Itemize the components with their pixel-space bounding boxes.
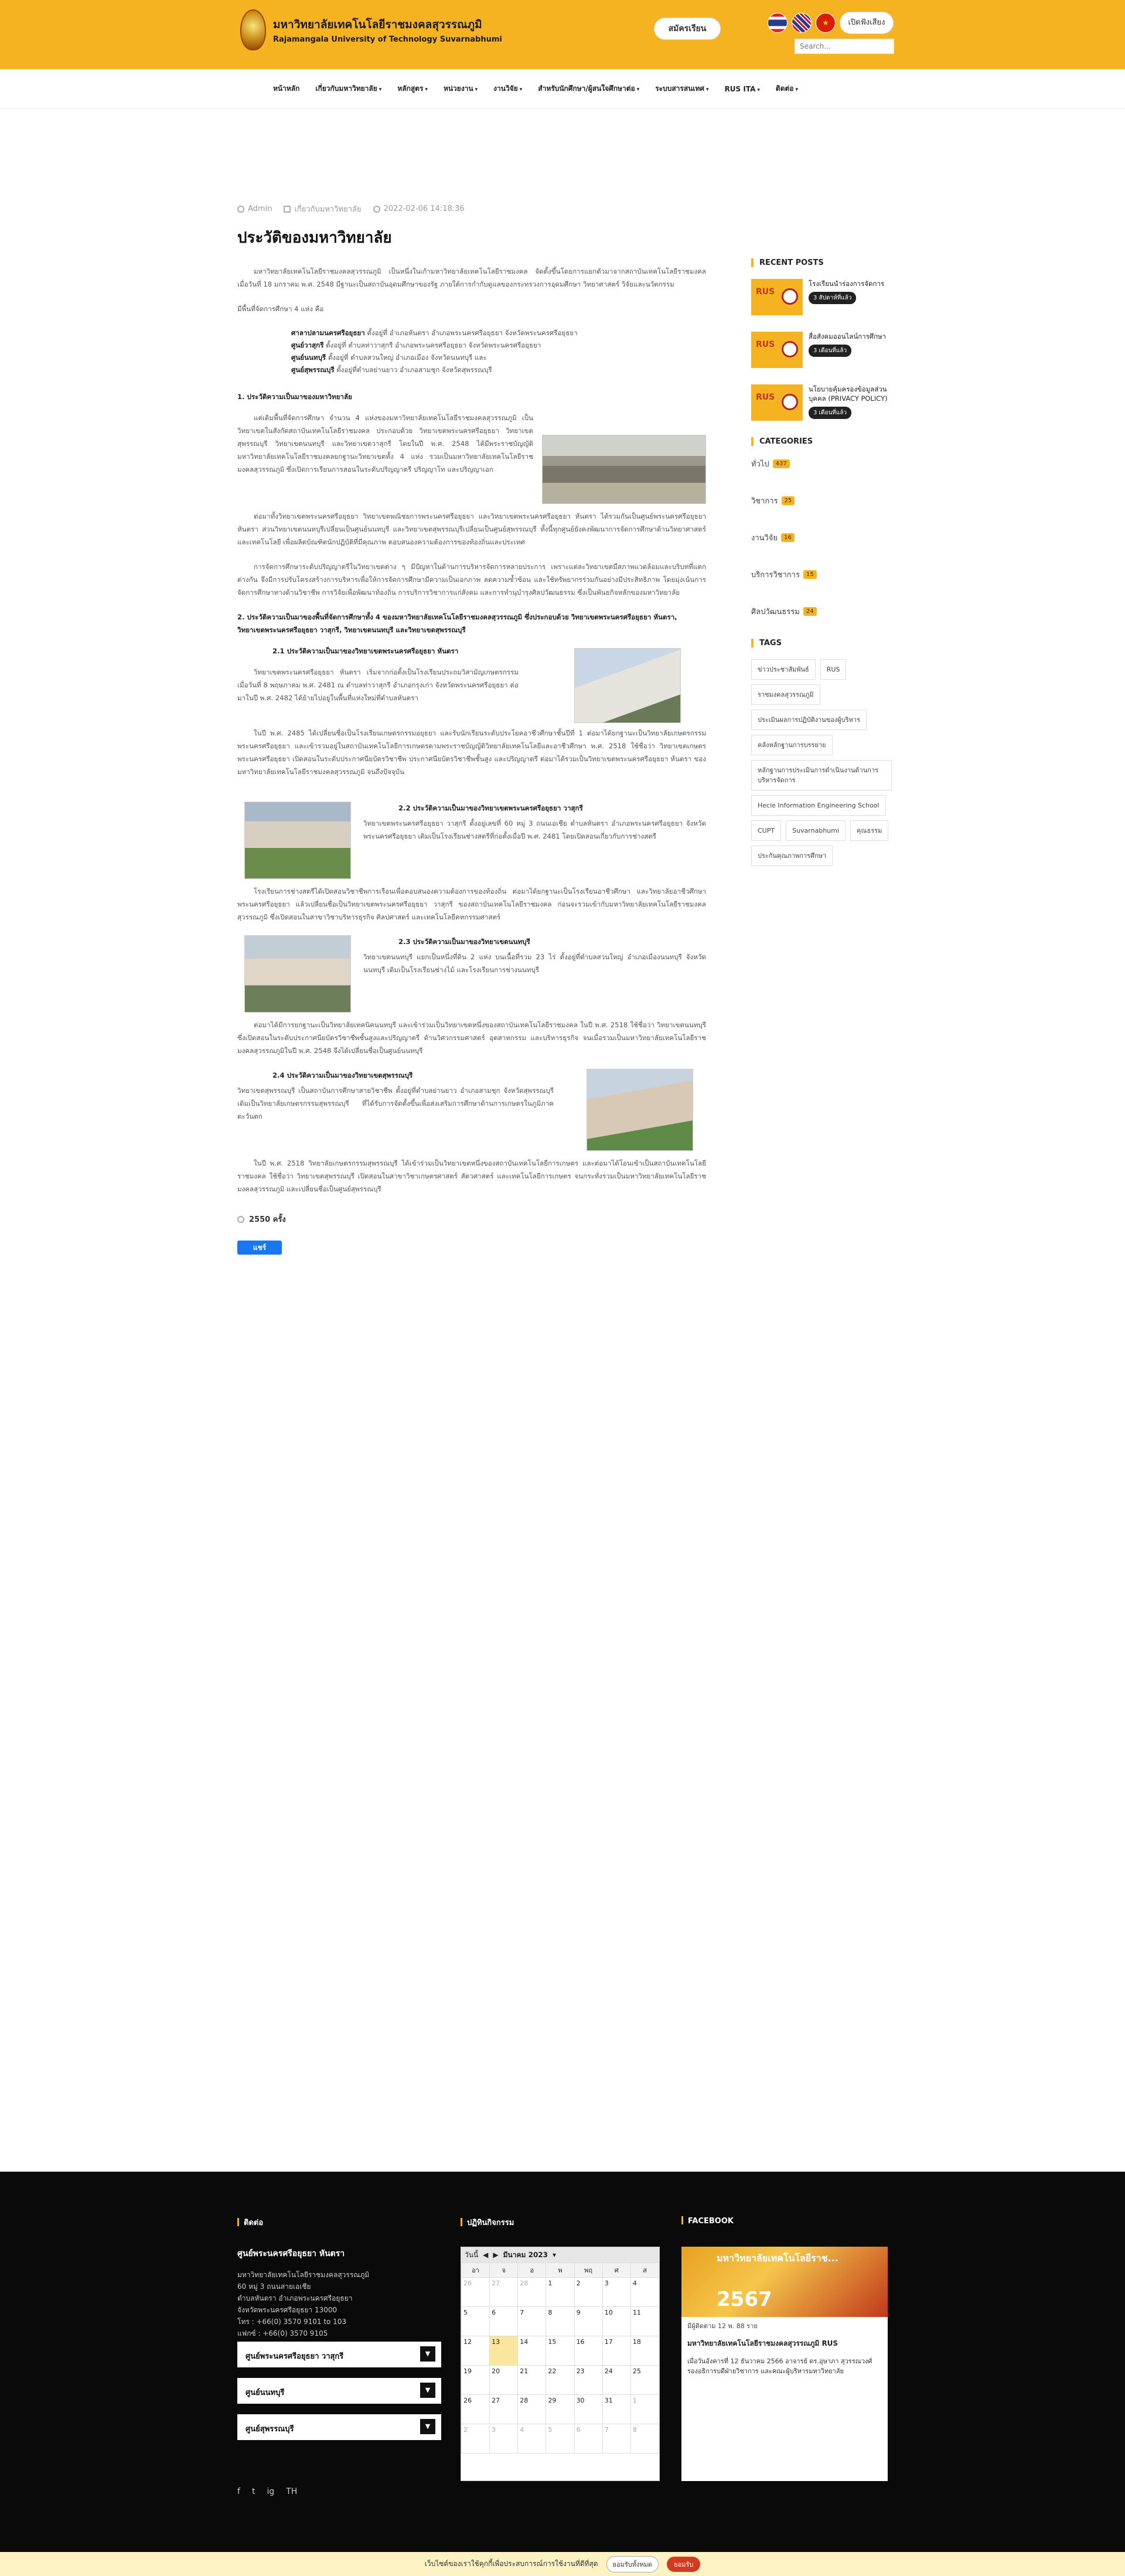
- tag-item[interactable]: CUPT: [751, 820, 781, 841]
- facebook-icon[interactable]: f: [237, 2487, 240, 2496]
- center-name: ศูนย์นนทบุรี: [291, 353, 326, 362]
- university-seal-icon: [240, 9, 266, 50]
- center-item: [291, 352, 706, 364]
- section-2-4-heading: 2.4 ประวัติความเป็นมาของวิทยาเขตสุพรรณบุรี: [272, 1071, 413, 1079]
- calendar-month[interactable]: มีนาคม 2023: [503, 2250, 548, 2259]
- facebook-widget: [681, 2247, 888, 2481]
- category-count: 25: [782, 496, 795, 505]
- category-count: 24: [803, 607, 817, 616]
- calendar-day[interactable]: 2: [574, 2278, 602, 2307]
- chevron-down-icon[interactable]: ▼: [420, 2419, 435, 2434]
- categories-heading: CATEGORIES: [751, 437, 892, 446]
- site-logo[interactable]: [240, 9, 502, 50]
- tag-item[interactable]: RUS: [820, 659, 847, 680]
- nav-item[interactable]: [538, 83, 639, 94]
- nav-item-label: หน่วยงาน: [443, 84, 473, 93]
- accordion-label: ศูนย์สุพรรณบุรี: [246, 2425, 294, 2434]
- calendar-day[interactable]: 9: [574, 2307, 602, 2336]
- category-count: 15: [803, 570, 817, 579]
- section-2-3-paragraph-1: วิทยาเขตนนทบุรี แยกเป็นหนึ่งที่ดิน 2 แห่ง บนเนื้อที่รวม 23 ไร่ ตั้งอยู่ที่ตำบลสวนใหญ่ อำเภอเมืองนนทบุรี จังหวัดนนทบุรี เดิมเป็นโรงเรียนช่างไม้ และโรงเรียนการช่างนนทบุรี: [363, 953, 706, 974]
- calendar-day[interactable]: 28: [518, 2395, 546, 2424]
- nav-item-label: งานวิจัย: [493, 84, 518, 93]
- center-accordion[interactable]: [237, 2378, 441, 2404]
- calendar-day-header: อา: [462, 2263, 490, 2278]
- center-name: ศาลาปลามนครศรีอยุธยา: [291, 329, 365, 337]
- calendar-day[interactable]: 3: [490, 2424, 518, 2454]
- calendar-grid: [461, 2262, 659, 2454]
- post-date-badge: 3 เดือนที่แล้ว: [809, 407, 851, 419]
- calendar-day[interactable]: 5: [546, 2424, 574, 2454]
- search-input[interactable]: [795, 39, 894, 54]
- article: [237, 203, 706, 1255]
- social-links: [237, 2487, 297, 2496]
- section-2-3-heading: 2.3 ประวัติความเป็นมาของวิทยาเขตนนทบุรี: [398, 938, 530, 946]
- calendar-day[interactable]: 25: [630, 2366, 659, 2395]
- view-count-text: 2550 ครั้ง: [249, 1215, 286, 1224]
- calendar-day[interactable]: 26: [462, 2278, 490, 2307]
- nav-item[interactable]: [776, 83, 798, 94]
- address-line: 60 หมู่ 3 ถนนสายเอเชีย: [237, 2282, 311, 2291]
- post-thumbnail: RUS: [751, 384, 803, 421]
- post-title[interactable]: โรงเรียนนำร่องการจัดการ: [809, 280, 885, 288]
- calendar-day[interactable]: 6: [490, 2307, 518, 2336]
- tag-item[interactable]: ข่าวประชาสัมพันธ์: [751, 659, 816, 680]
- nav-item[interactable]: [273, 83, 299, 94]
- calendar-day[interactable]: 27: [490, 2278, 518, 2307]
- center-location: ตั้งอยู่ที่ตำบลย่านยาว อำเภอสามชุก จังหวัดสุพรรณบุรี: [336, 366, 492, 374]
- chevron-down-icon: ▾: [519, 87, 523, 93]
- section-2-3-paragraph-2: ต่อมาได้มีการยกฐานะเป็นวิทยาลัยเทคนิคนนทบุรี และเข้าร่วมเป็นวิทยาเขตหนึ่งของสถาบันเทคโนโลยีราชมงคล ในปี พ.ศ. 2518 ใช้ชื่อว่า วิทยาเขตนนทบุรี ซึ่งเปิดสอนในระดับประกาศนียบัตรวิชาชีพชั้นสูงและปริญญาตรี ด้านวิศวกรรมศาสตร์ อุตสาหกรรม และบริหารธุรกิจ จนเมื่อรวมเป็นมหาวิทยาลัยเทคโนโลยีราชมงคลสุวรรณภูมิในปี พ.ศ. 2548 จึงได้เปลี่ยนชื่อเป็นศูนย์นนทบุรี: [237, 1021, 706, 1055]
- tag-item[interactable]: ประเมินผลการปฏิบัติงานของผู้บริหาร: [751, 710, 867, 730]
- recent-post[interactable]: [751, 332, 892, 368]
- facebook-post-text: เมื่อวันอังคารที่ 12 ธันวาคม 2566 อาจารย์ ดร.อุษาภา สุวรรณวงศ์ รองอธิการบดีฝ่ายวิชาการ และคณะผู้บริหารมหาวิทยาลัย: [687, 2357, 872, 2375]
- cookie-ok-button[interactable]: ยอมรับ: [667, 2557, 700, 2572]
- calendar-day[interactable]: 20: [490, 2366, 518, 2395]
- instagram-icon[interactable]: ig: [267, 2487, 275, 2496]
- calendar-heading: ปฏิทินกิจกรรม: [461, 2216, 514, 2229]
- cookie-accept-all-button[interactable]: ยอมรับทั้งหมด: [606, 2556, 659, 2572]
- category-name[interactable]: บริการวิชาการ: [751, 571, 800, 580]
- post-title[interactable]: สื่อสังคมออนไลน์การศึกษา: [809, 332, 887, 340]
- article-date: 2022-02-06 14:18:36: [383, 205, 465, 213]
- categories-list: [751, 458, 892, 618]
- contact-address: [237, 2248, 407, 2339]
- chevron-down-icon: ▾: [425, 87, 428, 93]
- section-1-paragraph-1: แต่เดิมพื้นที่จัดการศึกษา จำนวน 4 แห่งของมหาวิทยาลัยเทคโนโลยีราชมงคลสุวรรณภูมิ เป็นวิทยาเขตในสังกัดสถาบันเทคโนโลยีราชมงคล ประกอบด้วย วิทยาเขตพระนครศรีอยุธยา วิทยาเขตสุพรรณบุรี วิทยาเขตนนทบุรี และวิทยาเขตวาสุกรี โดยในปี พ.ศ. 2548 ได้มีพระราชบัญญัติมหาวิทยาลัยเทคโนโลยีราชมงคลยกฐานะวิทยาเขตทั้ง 4 แห่ง รวมเป็นมหาวิทยาลัยเทคโนโลยีราชมงคลสุวรรณภูมิ ซึ่งเปิดการเรียนการสอนในระดับปริญญาตรี ปริญญาโท และปริญญาเอก: [237, 414, 533, 473]
- recent-post[interactable]: [751, 384, 892, 421]
- address-line: มหาวิทยาลัยเทคโนโลยีราชมงคลสุวรรณภูมิ: [237, 2271, 370, 2279]
- center-accordion[interactable]: [237, 2414, 441, 2440]
- chevron-down-icon: ▾: [475, 87, 478, 93]
- chevron-down-icon: ▾: [795, 87, 799, 93]
- calendar-day[interactable]: 31: [602, 2395, 630, 2424]
- main-navigation: [0, 69, 1125, 109]
- center-location: ตั้งอยู่ที่ ตำบลสวนใหญ่ อำเภอเมือง จังหวัดนนทบุรี และ: [328, 353, 487, 362]
- facebook-likes: มีผู้ติดตาม 12 พ. 88 ราย: [687, 2322, 758, 2330]
- category-name[interactable]: งานวิจัย: [751, 534, 778, 543]
- chevron-down-icon: ▾: [379, 87, 382, 93]
- calendar-day[interactable]: 4: [630, 2278, 659, 2307]
- cookie-text: เว็บไซต์ของเราใช้คุกกี้เพื่อประสบการณ์การใช้งานที่ดีที่สุด: [424, 2560, 598, 2568]
- post-date-badge: 3 สัปดาห์ที่แล้ว: [809, 292, 856, 304]
- category-item[interactable]: [751, 605, 892, 618]
- nav-item[interactable]: [655, 83, 708, 94]
- clock-icon: [373, 206, 380, 213]
- chevron-down-icon: ▾: [757, 87, 760, 93]
- article-meta: [237, 203, 706, 215]
- calendar-day[interactable]: 16: [574, 2336, 602, 2366]
- tag-item[interactable]: คลังหลักฐานการบรรยาย: [751, 735, 833, 755]
- site-header: [0, 0, 1125, 69]
- calendar-day[interactable]: 7: [602, 2424, 630, 2454]
- chevron-down-icon[interactable]: ▼: [420, 2383, 435, 2398]
- center-item: [291, 339, 706, 352]
- facebook-share-button[interactable]: แชร์: [237, 1241, 282, 1255]
- post-title[interactable]: นโยบายคุ้มครองข้อมูลส่วนบุคคล (PRIVACY POLICY): [809, 385, 888, 403]
- calendar-day[interactable]: 1: [630, 2395, 659, 2424]
- center-location: ตั้งอยู่ที่ ตำบลท่าวาสุกรี อำเภอพระนครศรีอยุธยา จังหวัดพระนครศรีอยุธยา: [326, 341, 541, 349]
- page-title: ประวัติของมหาวิทยาลัย: [237, 229, 392, 247]
- article-author[interactable]: Admin: [248, 205, 272, 213]
- address-line: ตำบลหันตรา อำเภอพระนครศรีอยุธยา: [237, 2294, 353, 2302]
- section-2-2-paragraph-1: วิทยาเขตพระนครศรีอยุธยา วาสุกรี ตั้งอยู่เลขที่ 60 หมู่ 3 ถนนเอเชีย ตำบลหันตรา อำเภอพระนครศรีอยุธยา จังหวัดพระนครศรีอยุธยา เดิมเป็นโรงเรียนช่างสตรีที่ก่อตั้งเมื่อปี พ.ศ. 2481 โดยเปิดสอนเกี่ยวกับการช่างสตรี: [363, 819, 706, 840]
- calendar-day[interactable]: 21: [518, 2366, 546, 2395]
- folder-icon: [284, 206, 291, 213]
- section-2-1-paragraph-1: วิทยาเขตพระนครศรีอยุธยา หันตรา เริ่มจากก่อตั้งเป็นโรงเรียนประถมวิสามัญเกษตรกรรมเมื่อวันที่ 8 พฤษภาคม พ.ศ. 2481 ณ ตำบลท่าวาสุกรี อำเภอกรุงเก่า จังหวัดพระนครศรีอยุธยา ต่อมาในปี พ.ศ. 2482 ได้ย้ายไปอยู่ในพื้นที่แห่งใหม่ที่ตำบลหันตรา: [237, 668, 519, 702]
- calendar-day-header: ส: [630, 2263, 659, 2278]
- facebook-cover-year: 2567: [717, 2288, 772, 2311]
- calendar-day-header: พฤ: [574, 2263, 602, 2278]
- calendar-day[interactable]: 5: [462, 2307, 490, 2336]
- calendar-day[interactable]: 7: [518, 2307, 546, 2336]
- calendar-day[interactable]: 6: [574, 2424, 602, 2454]
- nav-item-label: RUS ITA: [724, 84, 756, 93]
- language-switcher: [768, 13, 836, 33]
- section-1-paragraph-3: การจัดการศึกษาระดับปริญญาตรีในวิทยาเขตต่าง ๆ มีปัญหาในด้านการบริหารจัดการหลายประการ เพราะแต่ละวิทยาเขตมีสภาพแวดล้อมและบริบทที่แตกต่างกัน จึงมีการปรับโครงสร้างการบริหารเพื่อให้การจัดการศึกษามีความเป็นเอกภาพ ลดความซ้ำซ้อน และใช้ทรัพยากรร่วมกันอย่างมีประสิทธิภาพ โดยมุ่งเน้นการจัดการศึกษาทางด้านวิชาชีพ การวิจัยเพื่อพัฒนาท้องถิ่น การบริการวิชาการแก่สังคม และการทำนุบำรุงศิลปวัฒนธรรม ซึ่งเป็นพันธกิจหลักของมหาวิทยาลัย: [237, 563, 706, 597]
- section-2-1-heading: 2.1 ประวัติความเป็นมาของวิทยาเขตพระนครศรีอยุธยา หันตรา: [272, 647, 459, 655]
- today-button[interactable]: วันนี้: [465, 2250, 479, 2259]
- section-2-4-paragraph-1: วิทยาเขตสุพรรณบุรี เป็นสถาบันการศึกษาสายวิชาชีพ ตั้งอยู่ที่ตำบลย่านยาว อำเภอสามชุก จังหวัดสุพรรณบุรี เดิมเป็นวิทยาลัยเกษตรกรรมสุพรรณบุรี ที่ได้รับการจัดตั้งขึ้นเพื่อส่งเสริมการศึกษาด้านการเกษตรในภูมิภาคตะวันตก: [237, 1086, 554, 1120]
- center-location: ตั้งอยู่ที่ อำเภอหันตรา อำเภอพระนครศรีอยุธยา จังหวัดพระนครศรีอยุธยา: [367, 329, 578, 337]
- sidebar: [751, 258, 892, 866]
- nav-item[interactable]: [725, 85, 760, 93]
- category-item[interactable]: [751, 531, 892, 544]
- uk-flag-icon[interactable]: [792, 13, 812, 33]
- listen-button[interactable]: เปิดฟังเสียง: [840, 12, 894, 34]
- nav-item-label: หน้าหลัก: [273, 84, 300, 93]
- nav-item[interactable]: [315, 83, 381, 94]
- category-item[interactable]: [751, 458, 892, 470]
- post-thumbnail: RUS: [751, 279, 803, 315]
- calendar-day[interactable]: 18: [630, 2336, 659, 2366]
- chevron-down-icon: ▾: [706, 87, 709, 93]
- logo-english-name: Rajamangala University of Technology Suvarnabhumi: [273, 35, 502, 44]
- tags-heading: TAGS: [751, 639, 892, 648]
- nav-item-label: ติดต่อ: [775, 84, 794, 93]
- section-2-1-paragraph-2: ในปี พ.ศ. 2485 ได้เปลี่ยนชื่อเป็นโรงเรียนเกษตรกรรมอยุธยา และรับนักเรียนระดับประโยคอาชีวศึกษาชั้นปีที่ 1 ต่อมาได้ยกฐานะเป็นวิทยาลัยเกษตรกรรมพระนครศรีอยุธยา และเข้ารวมอยู่ในสถาบันเทคโนโลยีการเกษตรตามพระราชบัญญัติวิทยาลัยเทคโนโลยีและอาชีวศึกษา พ.ศ. 2518 ใช้ชื่อว่า วิทยาเขตเกษตรพระนครศรีอยุธยา เปิดสอนในระดับประกาศนียบัตรวิชาชีพ ประกาศนียบัตรวิชาชีพชั้นสูง และปริญญาตรี ต่อมาได้รวมเป็นวิทยาเขตพระนครศรีอยุธยา หันตรา ของมหาวิทยาลัยเทคโนโลยีราชมงคลสุวรรณภูมิ จนถึงปัจจุบัน: [237, 729, 706, 776]
- section-2-2-heading: 2.2 ประวัติความเป็นมาของวิทยาเขตพระนครศรีอยุธยา วาสุกรี: [398, 804, 583, 812]
- calendar-day[interactable]: 10: [602, 2307, 630, 2336]
- calendar-day-header: พ: [546, 2263, 574, 2278]
- nonthaburi-campus-photo: [244, 935, 351, 1013]
- category-count: 437: [773, 459, 790, 468]
- facebook-post-title[interactable]: มหาวิทยาลัยเทคโนโลยีราชมงคลสุวรรณภูมิ RUS: [687, 2339, 838, 2347]
- nav-item-label: หลักสูตร: [397, 84, 424, 93]
- category-count: 16: [781, 533, 795, 542]
- logo-thai-name: มหาวิทยาลัยเทคโนโลยีราชมงคลสุวรรณภูมิ: [273, 18, 482, 31]
- calendar-day[interactable]: 15: [546, 2336, 574, 2366]
- calendar-day[interactable]: 14: [518, 2336, 546, 2366]
- center-name: ศูนย์วาสุกรี: [291, 341, 324, 349]
- category-name[interactable]: วิชาการ: [751, 497, 778, 506]
- center-accordion[interactable]: [237, 2342, 441, 2367]
- section-2-4-paragraph-2: ในปี พ.ศ. 2518 วิทยาลัยเกษตรกรรมสุพรรณบุรี ได้เข้าร่วมเป็นวิทยาเขตหนึ่งของสถาบันเทคโนโลยีการเกษตร และต่อมาได้โอนเข้าเป็นสถาบันเทคโนโลยีราชมงคล ใช้ชื่อว่า วิทยาเขตสุพรรณบุรี เปิดสอนในสาขาวิชาเกษตรศาสตร์ สัตวศาสตร์ และเทคโนโลยีการเกษตร จนกระทั่งรวมเป็นมหาวิทยาลัยเทคโนโลยีราชมงคลสุวรรณภูมิ และเปลี่ยนชื่อเป็นศูนย์สุพรรณบุรี: [237, 1159, 706, 1193]
- tags-cloud: [751, 659, 892, 866]
- calendar-day-header: จ: [490, 2263, 518, 2278]
- address-line: แฟกซ์ : +66(0) 3570 9105: [237, 2329, 328, 2338]
- nav-item-label: เกี่ยวกับมหาวิทยาลัย: [315, 84, 377, 93]
- suphanburi-campus-photo: [587, 1069, 693, 1151]
- recent-post[interactable]: [751, 279, 892, 315]
- calendar-day[interactable]: 24: [602, 2366, 630, 2395]
- site-footer: [0, 2172, 1125, 2576]
- calendar-day[interactable]: 19: [462, 2366, 490, 2395]
- facebook-heading: FACEBOOK: [681, 2216, 734, 2226]
- tag-item[interactable]: หลักฐานการประเมินการดำเนินงานด้านการบริหารจัดการ: [751, 760, 892, 790]
- calendar-day[interactable]: 26: [462, 2395, 490, 2424]
- facebook-cover: [681, 2247, 888, 2317]
- tag-item[interactable]: ราชมงคลสุวรรณภูมิ: [751, 684, 820, 705]
- accordion-label: ศูนย์นนทบุรี: [246, 2388, 285, 2397]
- recent-posts-heading: RECENT POSTS: [751, 258, 892, 267]
- chevron-down-icon[interactable]: ▼: [420, 2346, 435, 2362]
- thai-flag-icon[interactable]: [768, 13, 788, 33]
- facebook-page-name[interactable]: มหาวิทยาลัยเทคโนโลยีราช...: [717, 2253, 838, 2264]
- calendar-day[interactable]: 3: [602, 2278, 630, 2307]
- next-month-icon[interactable]: ▶: [493, 2251, 499, 2259]
- category-item[interactable]: [751, 495, 892, 507]
- nav-item[interactable]: [444, 83, 478, 94]
- calendar-day-header: ศ: [602, 2263, 630, 2278]
- center-name: ศูนย์พระนครศรีอยุธยา หันตรา: [237, 2249, 345, 2258]
- category-item[interactable]: [751, 568, 892, 581]
- center-item: [291, 364, 706, 376]
- article-category[interactable]: เกี่ยวกับมหาวิทยาลัย: [294, 205, 362, 214]
- chevron-down-icon: ▾: [636, 87, 640, 93]
- calendar-day[interactable]: 29: [546, 2395, 574, 2424]
- section-1-paragraph-2: ต่อมาทั้งวิทยาเขตพระนครศรีอยุธยา วิทยาเขตพณิชยการพระนครศรีอยุธยา และวิทยาเขตพระนครศรีอยุธยา หันตรา ได้รวมกันเป็นศูนย์พระนครศรีอยุธยา หันตรา ส่วนวิทยาเขตนนทบุรีเปลี่ยนเป็นศูนย์นนทบุรี และวิทยาเขตสุพรรณบุรีเปลี่ยนเป็นศูนย์สุพรรณบุรี ทั้งนี้ทุกศูนย์ยังคงพัฒนาการจัดการศึกษาด้านวิทยาศาสตร์และเทคโนโลยี เพื่อผลิตบัณฑิตนักปฏิบัติที่มีคุณภาพ ตอบสนองความต้องการของท้องถิ่นและประเทศ: [237, 512, 706, 546]
- twitter-icon[interactable]: t: [251, 2487, 255, 2496]
- tag-item[interactable]: คุณธรรม: [850, 820, 888, 841]
- section-1-heading: 1. ประวัติความเป็นมาของมหาวิทยาลัย: [237, 393, 352, 401]
- post-thumbnail: RUS: [751, 332, 803, 368]
- wasukri-campus-photo: [244, 802, 351, 879]
- tag-item[interactable]: ประกันคุณภาพการศึกษา: [751, 846, 833, 866]
- campus-photo: [542, 435, 706, 504]
- calendar-day[interactable]: 4: [518, 2424, 546, 2454]
- calendar-day[interactable]: 1: [546, 2278, 574, 2307]
- centers-list: [291, 327, 706, 376]
- calendar-day[interactable]: 30: [574, 2395, 602, 2424]
- nav-item[interactable]: [397, 83, 428, 94]
- cookie-banner: [0, 2552, 1125, 2576]
- tiktok-icon[interactable]: TH: [286, 2487, 298, 2496]
- category-name[interactable]: ทั่วไป: [751, 460, 769, 469]
- centers-intro: มีพื้นที่จัดการศึกษา 4 แห่ง คือ: [237, 305, 324, 313]
- event-calendar: [461, 2247, 660, 2481]
- calendar-day[interactable]: 13: [490, 2336, 518, 2366]
- center-name: ศูนย์สุพรรณบุรี: [291, 366, 335, 374]
- recent-posts-list: [751, 279, 892, 421]
- china-flag-icon[interactable]: ★: [816, 13, 836, 33]
- hantra-campus-photo: [574, 648, 681, 723]
- contact-heading: ติดต่อ: [237, 2216, 263, 2229]
- apply-button[interactable]: สมัครเรียน: [654, 18, 721, 40]
- category-name[interactable]: ศิลปวัฒนธรรม: [751, 608, 800, 616]
- post-date-badge: 3 เดือนที่แล้ว: [809, 345, 851, 357]
- intro-paragraph: มหาวิทยาลัยเทคโนโลยีราชมงคลสุวรรณภูมิ เป็นหนึ่งในเก้ามหาวิทยาลัยเทคโนโลยีราชมงคล จัดตั้งขึ้นโดยการแยกตัวมาจากสถาบันเทคโนโลยีราชมงคล เมื่อวันที่ 18 มกราคม พ.ศ. 2548 มีฐานะเป็นสถาบันอุดมศึกษาของรัฐ ภายใต้การกำกับดูแลของกระทรวงการอุดมศึกษา วิทยาศาสตร์ วิจัยและนวัตกรรม: [237, 267, 706, 288]
- nav-item-label: ระบบสารสนเทศ: [655, 84, 705, 93]
- calendar-day[interactable]: 8: [630, 2424, 659, 2454]
- calendar-day[interactable]: 28: [518, 2278, 546, 2307]
- calendar-day[interactable]: 8: [546, 2307, 574, 2336]
- section-2-2-paragraph-2: โรงเรียนการช่างสตรีได้เปิดสอนวิชาชีพการเรือนเพื่อตอบสนองความต้องการของท้องถิ่น ต่อมาได้ยกฐานะเป็นโรงเรียนอาชีวศึกษา และวิทยาลัยอาชีวศึกษาพระนครศรีอยุธยา แล้วเปลี่ยนชื่อเป็นวิทยาเขตพระนครศรีอยุธยา วาสุกรี ของสถาบันเทคโนโลยีราชมงคล ก่อนจะรวมเข้ากับมหาวิทยาลัยเทคโนโลยีราชมงคลสุวรรณภูมิ ซึ่งเปิดสอนในสาขาวิชาบริหารธุรกิจ ศิลปศาสตร์ และเทคโนโลยีคหกรรมศาสตร์: [237, 887, 706, 921]
- tag-item[interactable]: Hecie Information Engineering School: [751, 795, 886, 816]
- chevron-down-icon[interactable]: ▾: [553, 2251, 557, 2259]
- eye-icon: [237, 1216, 244, 1223]
- nav-item-label: สำหรับนักศึกษา/ผู้สนใจศึกษาต่อ: [538, 84, 635, 93]
- calendar-day-header: อ: [518, 2263, 546, 2278]
- user-icon: [237, 206, 244, 213]
- calendar-day[interactable]: 12: [462, 2336, 490, 2366]
- calendar-day[interactable]: 27: [490, 2395, 518, 2424]
- nav-item[interactable]: [493, 83, 522, 94]
- address-line: โทร : +66(0) 3570 9101 to 103: [237, 2318, 347, 2326]
- calendar-day[interactable]: 22: [546, 2366, 574, 2395]
- calendar-day[interactable]: 23: [574, 2366, 602, 2395]
- address-line: จังหวัดพระนครศรีอยุธยา 13000: [237, 2306, 338, 2314]
- calendar-day[interactable]: 11: [630, 2307, 659, 2336]
- calendar-day[interactable]: 17: [602, 2336, 630, 2366]
- section-2-heading: 2. ประวัติความเป็นมาของพื้นที่จัดการศึกษาทั้ง 4 ของมหาวิทยาลัยเทคโนโลยีราชมงคลสุวรรณภูมิ ซึ่งประกอบด้วย วิทยาเขตพระนครศรีอยุธยา หันตรา, วิทยาเขตพระนครศรีอยุธยา วาสุกรี, วิทยาเขตนนทบุรี และวิทยาเขตสุพรรณบุรี: [237, 613, 677, 634]
- calendar-day[interactable]: 2: [462, 2424, 490, 2454]
- view-count: [237, 1213, 706, 1225]
- accordion-label: ศูนย์พระนครศรีอยุธยา วาสุกรี: [246, 2352, 344, 2361]
- tag-item[interactable]: Suvarnabhumi: [786, 820, 846, 841]
- center-item: [291, 327, 706, 339]
- prev-month-icon[interactable]: ◀: [483, 2251, 489, 2259]
